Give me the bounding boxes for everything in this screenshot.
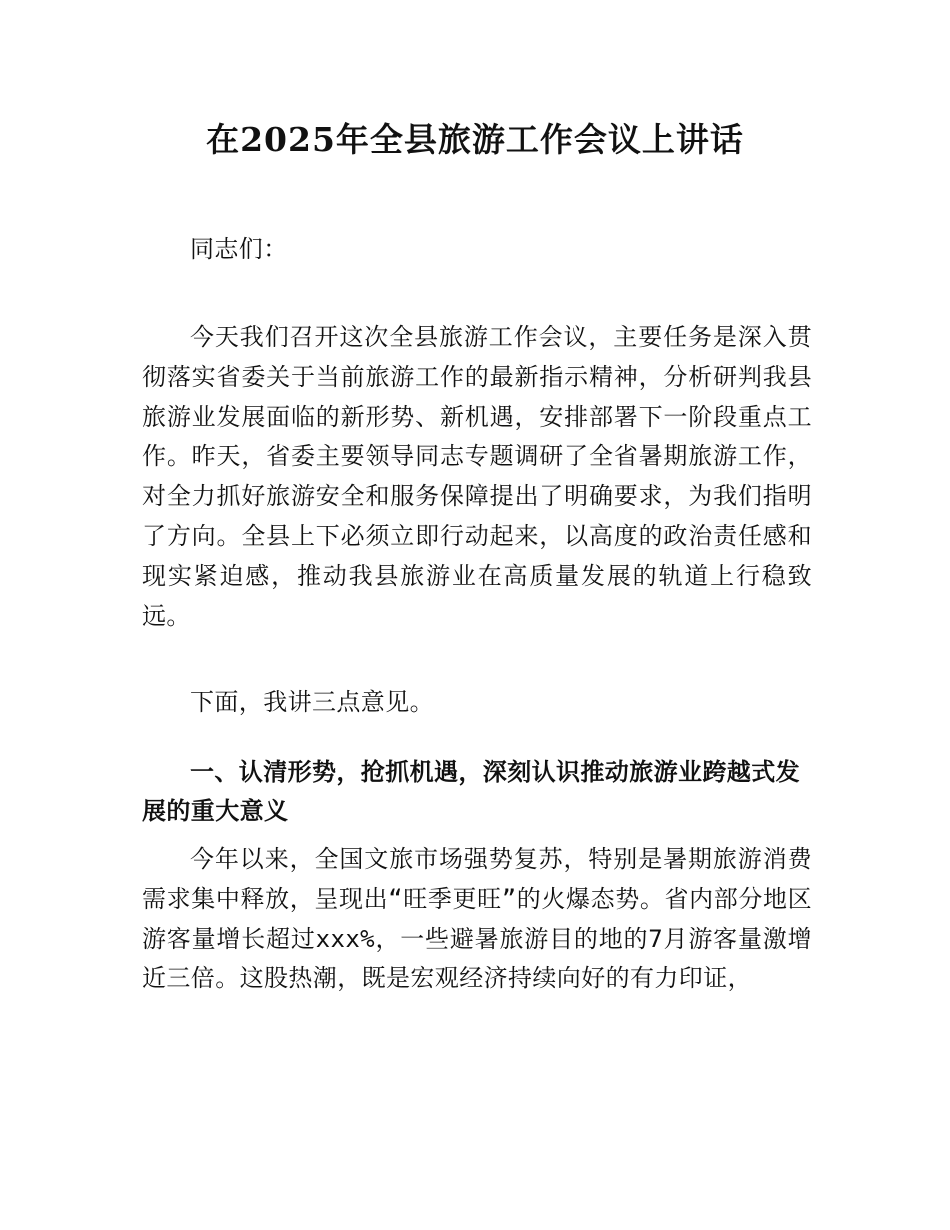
paragraph-outline: 下面，我讲三点意见。 bbox=[190, 688, 434, 716]
section-heading: 一、认清形势，抢抓机遇，深刻认识推动旅游业跨越式发展的重大意义 bbox=[142, 758, 800, 825]
section-paragraph: 今年以来，全国文旅市场强势复苏，特别是暑期旅游消费需求集中释放，呈现出“旺季更旺”的火爆态势。省内部分地区游客量增长超过xxx%，一些避暑旅游目的地的7月游客量激增近三倍。这股热潮，既是宏观经济持续向好的有力印证， bbox=[142, 845, 812, 993]
document-title: 在2025年全县旅游工作会议上讲话 bbox=[206, 120, 744, 159]
salutation: 同志们： bbox=[190, 235, 288, 263]
paragraph-opening: 今天我们召开这次全县旅游工作会议，主要任务是深入贯彻落实省委关于当前旅游工作的最新指示精神，分析研判我县旅游业发展面临的新形势、新机遇，安排部署下一阶段重点工作。昨天，省委主要领导同志专题调研了全省暑期旅游工作，对全力抓好旅游安全和服务保障提出了明确要求，为我们指明了方向。全县上下必须立即行动起来，以高度的政治责任感和现实紧迫感，推动我县旅游业在高质量发展的轨道上行稳致远。 bbox=[142, 323, 812, 630]
